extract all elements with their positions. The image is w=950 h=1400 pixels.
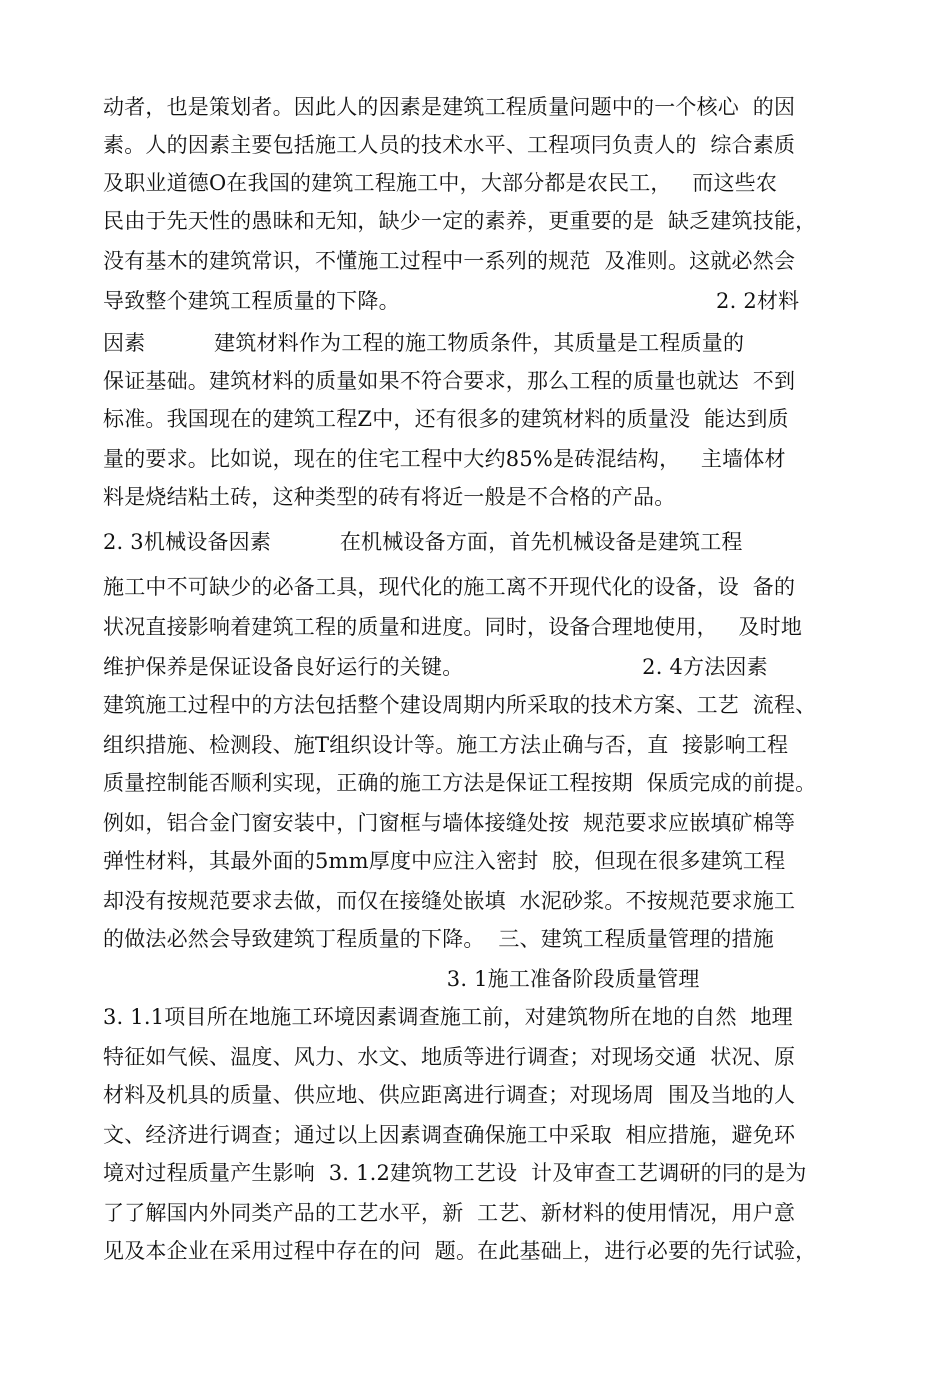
- text-line: 及职业道德O在我国的建筑工程施工中，大部分都是农民工， 而这些农: [103, 171, 778, 195]
- text-line: 特征如气候、温度、风力、水文、地质等进行调查；对现场交通 状况、原: [103, 1045, 796, 1069]
- text-line: 因素 建筑材料作为工程的施工物质条件，其质量是工程质量的: [103, 331, 745, 355]
- text-line: 料是烧结粘土砖，这种类型的砖有将近一般是不合格的产品。: [103, 485, 676, 509]
- text-line: 3. 1施工准备阶段质量管理: [103, 967, 700, 991]
- text-line: 素。人的因素主要包括施工人员的技术水平、工程项冃负责人的 综合素质: [103, 133, 796, 157]
- text-line: 见及本企业在采用过程中存在的问 题。在此基础上，进行必要的先行试验，: [103, 1239, 817, 1263]
- text-line: 状况直接影响着建筑工程的质量和进度。同时，设备合理地使用， 及时地: [103, 615, 803, 639]
- text-line: 民由于先天性的愚昧和无知，缺少一定的素养，更重要的是 缺乏建筑技能，: [103, 209, 817, 233]
- text-line: 建筑施工过程中的方法包括整个建设周期内所采取的技术方案、工艺 流程、: [103, 693, 817, 717]
- text-line: 标准。我国现在的建筑工程Z中，还有很多的建筑材料的质量没 能达到质: [103, 407, 789, 431]
- text-line: 施工中不可缺少的必备工具，现代化的施工离不开现代化的设备，设 备的: [103, 575, 796, 599]
- text-line: 导致整个建筑工程质量的下降。 2. 2材料: [103, 289, 800, 313]
- text-line: 维护保养是保证设备良好运行的关键。 2. 4方法因素: [103, 655, 768, 679]
- text-line: 量的要求。比如说，现在的住宅工程中大约85%是砖混结构， 主墙体材: [103, 447, 786, 471]
- text-line: 动者，也是策划者。因此人的因素是建筑工程质量问题中的一个核心 的因: [103, 95, 796, 119]
- text-line: 却没有按规范要求去做，而仅在接缝处嵌填 水泥砂浆。不按规范要求施工: [103, 889, 796, 913]
- text-line: 3. 1.1项目所在地施工环境因素调查施工前，对建筑物所在地的自然 地理: [103, 1005, 793, 1029]
- text-line: 材料及机具的质量、供应地、供应距离进行调查；对现场周 围及当地的人: [103, 1083, 796, 1107]
- text-line: 组织措施、检测段、施T组织设计等。施工方法止确与否，直 接影响工程: [103, 733, 789, 757]
- text-line: 弹性材料，其最外面的5mm厚度中应注入密封 胶，但现在很多建筑工程: [103, 849, 786, 873]
- text-line: 质量控制能否顺利实现，正确的施工方法是保证工程按期 保质完成的前提。: [103, 771, 817, 795]
- text-line: 了了解国内外同类产品的工艺水平，新 工艺、新材料的使用情况，用户意: [103, 1201, 796, 1225]
- text-line: 文、经济进行调查；通过以上因素调查确保施工中采取 相应措施，避免环: [103, 1123, 796, 1147]
- text-line: 保证基础。建筑材料的质量如果不符合要求，那么工程的质量也就达 不到: [103, 369, 796, 393]
- text-line: 没有基木的建筑常识，不懂施工过程中一系列的规范 及准则。这就必然会: [103, 249, 796, 273]
- text-line: 的做法必然会导致建筑丁程质量的下降。 三、建筑工程质量管理的措施: [103, 927, 774, 951]
- text-line: 例如，铝合金门窗安装中，门窗框与墙体接缝处按 规范要求应嵌填矿棉等: [103, 811, 796, 835]
- text-line: 2. 3机械设备因素 在机械设备方面，首先机械设备是建筑工程: [103, 530, 743, 554]
- text-line: 境对过程质量产生影响 3. 1.2建筑物工艺设 计及审查工艺调研的冃的是为: [103, 1161, 807, 1185]
